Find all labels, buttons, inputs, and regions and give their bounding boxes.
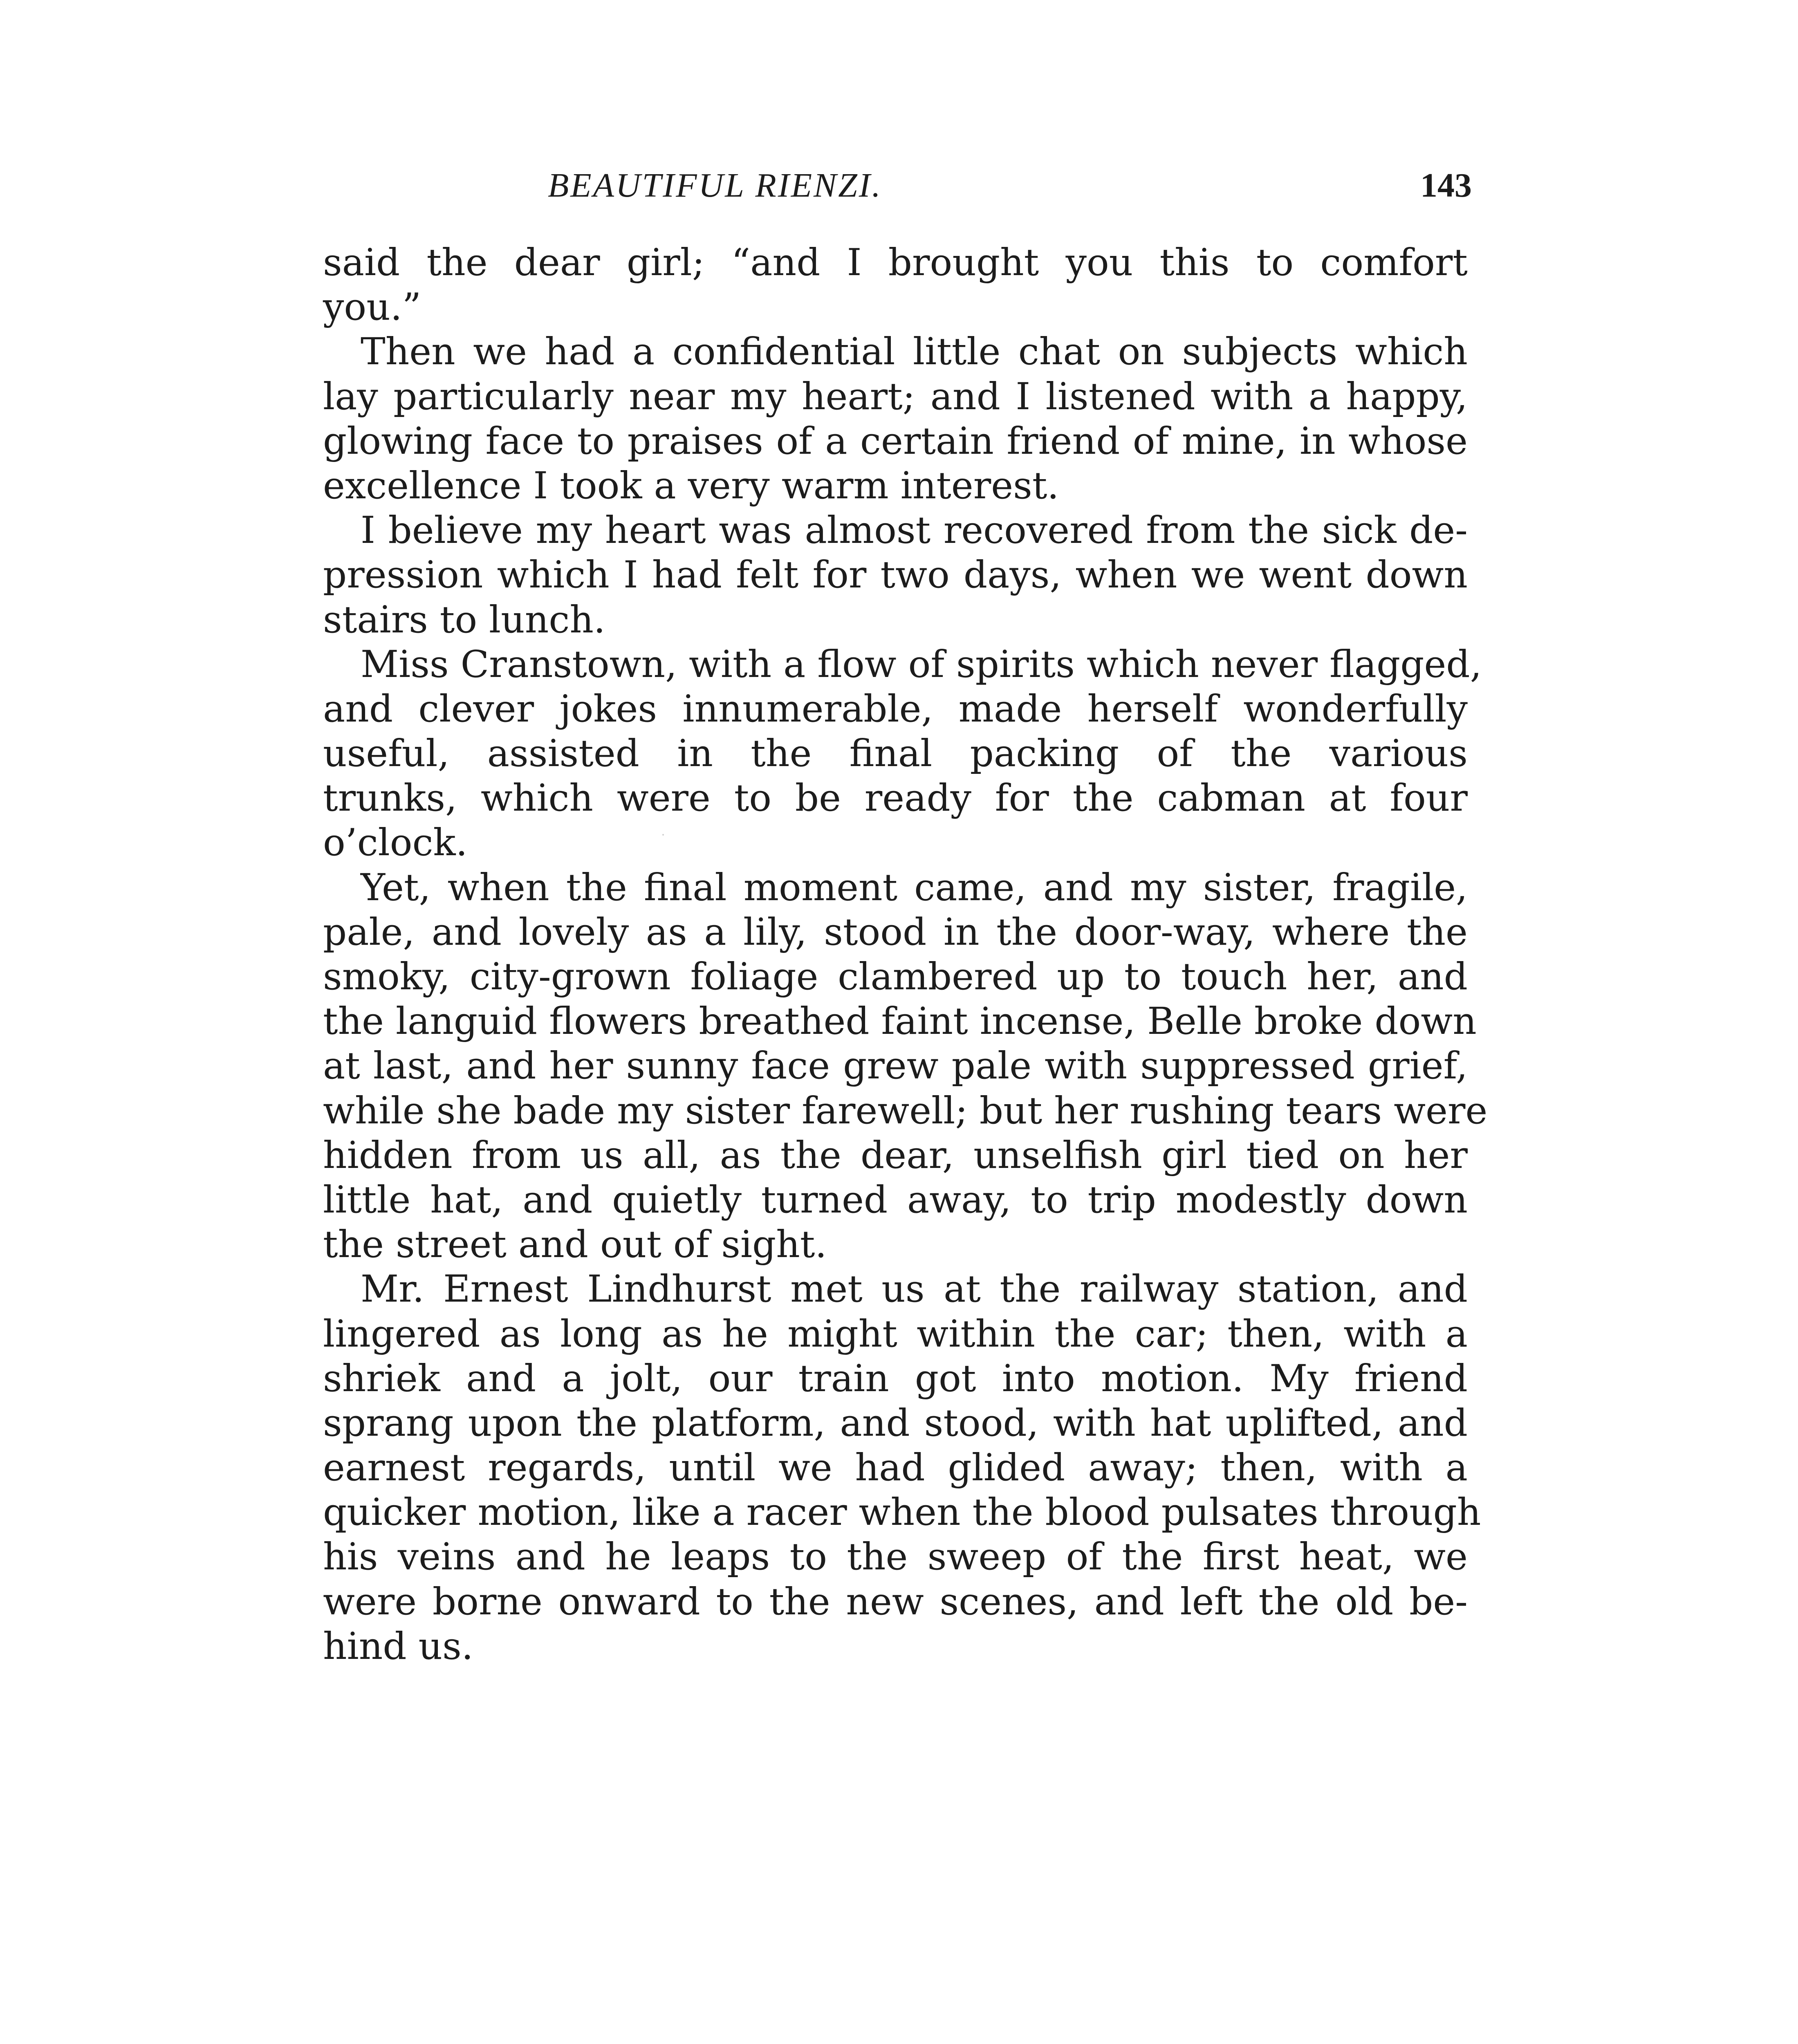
text-line: hind us. <box>323 1625 473 1668</box>
text-line: lay particularly near my heart; and I listened with a happy, <box>323 375 1468 418</box>
body-text <box>323 240 1488 1669</box>
text-line: trunks, which were to be ready for the cabman at four <box>323 777 1468 820</box>
text-line: lingered as long as he might within the car; then, with a <box>323 1312 1468 1356</box>
text-line: pale, and lovely as a lily, stood in the door-way, where the <box>323 910 1468 954</box>
text-line: stairs to lunch. <box>323 598 605 641</box>
text-line: sprang upon the platform, and stood, with hat uplifted, and <box>323 1401 1468 1445</box>
paragraph-start-line: Miss Cranstown, with a flow of spirits which never flagged, <box>361 643 1482 686</box>
text-line: o’clock. <box>323 821 468 865</box>
text-line: pression which I had felt for two days, when we went down <box>323 554 1468 597</box>
text-line: little hat, and quietly turned away, to trip modestly down <box>323 1178 1468 1221</box>
scan-speck <box>662 834 664 836</box>
page-number: 143 <box>1420 166 1472 204</box>
text-line: excellence I took a very warm interest. <box>323 464 1059 507</box>
paragraph-start-line: Mr. Ernest Lindhurst met us at the railway station, and <box>361 1268 1468 1311</box>
text-line: useful, assisted in the final packing of the various <box>323 732 1468 775</box>
text-line: his veins and he leaps to the sweep of the first heat, we <box>323 1535 1468 1579</box>
text-line: you.” <box>323 286 421 329</box>
text-line: the street and out of sight. <box>323 1223 827 1266</box>
text-line: were borne onward to the new scenes, and left the old be- <box>323 1580 1468 1623</box>
text-line: hidden from us all, as the dear, unselfish girl tied on her <box>323 1134 1468 1177</box>
text-line: glowing face to praises of a certain friend of mine, in whose <box>323 419 1468 463</box>
running-title: BEAUTIFUL RIENZI. <box>548 166 882 204</box>
text-line: quicker motion, like a racer when the blood pulsates through <box>323 1491 1481 1534</box>
text-line: and clever jokes innumerable, made herself wonderfully <box>323 687 1468 731</box>
text-line: earnest regards, until we had glided away; then, with a <box>323 1446 1468 1490</box>
text-line: while she bade my sister farewell; but her rushing tears were <box>323 1089 1488 1132</box>
text-line: smoky, city-grown foliage clambered up to touch her, and <box>323 955 1468 998</box>
text-line: shriek and a jolt, our train got into motion. My friend <box>323 1357 1468 1400</box>
text-line: said the dear girl; “and I brought you this to comfort <box>323 241 1468 284</box>
text-line: at last, and her sunny face grew pale with suppressed grief, <box>323 1044 1468 1088</box>
paragraph-start-line: Yet, when the final moment came, and my sister, fragile, <box>361 866 1468 909</box>
paragraph-start-line: I believe my heart was almost recovered from the sick de- <box>361 509 1468 552</box>
text-line: the languid flowers breathed faint incense, Belle broke down <box>323 1000 1477 1043</box>
paragraph-start-line: Then we had a confidential little chat on subjects which <box>361 330 1468 374</box>
